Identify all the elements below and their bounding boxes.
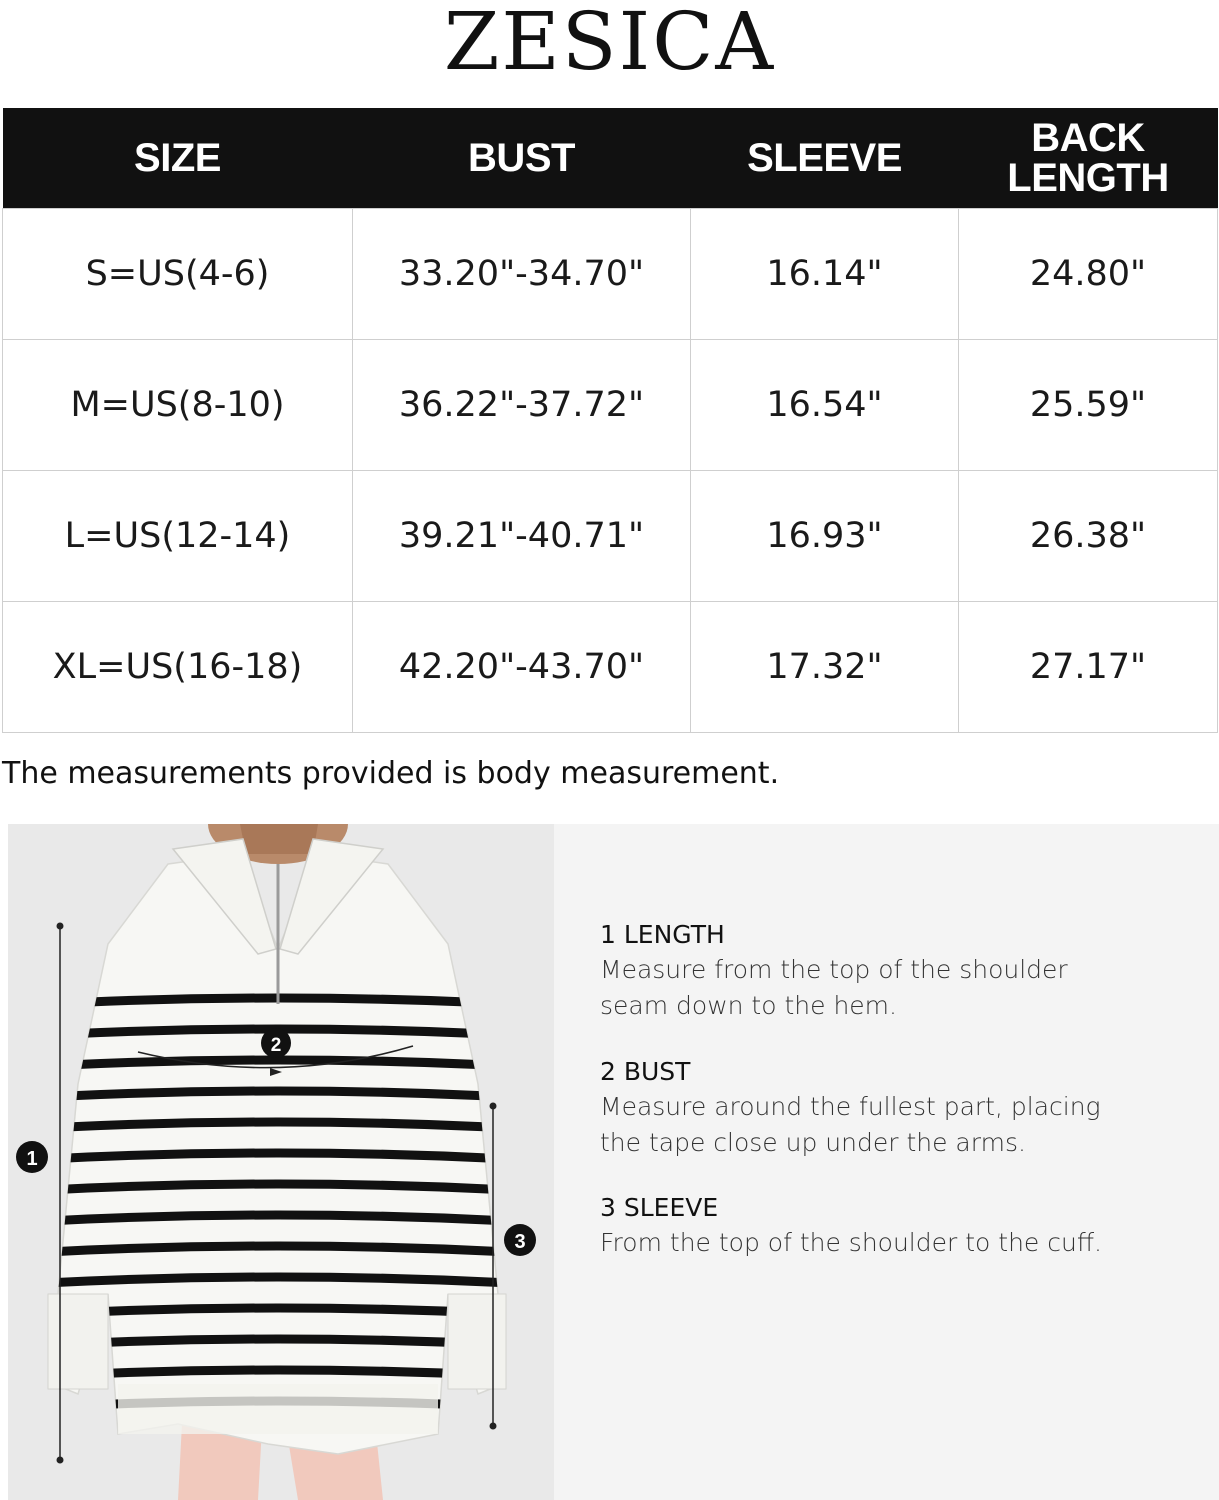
cell-size: S=US(4-6): [3, 208, 353, 339]
cell-back-length: 24.80": [959, 208, 1218, 339]
guide-title: 3 SLEEVE: [600, 1193, 719, 1222]
cell-bust: 33.20"-34.70": [353, 208, 691, 339]
header-back-length-line1: BACK: [1031, 115, 1145, 160]
guide-title: 1 LENGTH: [600, 920, 725, 949]
header-size: SIZE: [3, 108, 353, 208]
marker-3-label: 3: [514, 1231, 526, 1253]
sweater-measurement-photo: [8, 824, 554, 1500]
cell-sleeve: 16.54": [691, 339, 959, 470]
cell-back-length: 26.38": [959, 470, 1218, 601]
marker-1-label: 1: [26, 1148, 38, 1170]
guide-title: 2 BUST: [600, 1057, 691, 1086]
cell-bust: 42.20"-43.70": [353, 601, 691, 732]
header-back-length: [959, 108, 1218, 208]
guide-desc-line: Measure from the top of the shoulder: [600, 955, 1068, 984]
size-chart-table: [2, 108, 1218, 733]
guide-desc-line: seam down to the hem.: [600, 991, 897, 1020]
brand-logo: ZESICA: [443, 0, 776, 88]
cell-sleeve: 17.32": [691, 601, 959, 732]
cell-sleeve: 16.14": [691, 208, 959, 339]
table-header-row: [3, 108, 1218, 208]
header-sleeve: SLEEVE: [691, 108, 959, 208]
header-back-length-line2: LENGTH: [1007, 155, 1169, 200]
header-bust: BUST: [353, 108, 691, 208]
guide-desc-line: From the top of the shoulder to the cuff.: [600, 1228, 1103, 1257]
cell-bust: 36.22"-37.72": [353, 339, 691, 470]
cell-bust: 39.21"-40.71": [353, 470, 691, 601]
guide-desc-line: the tape close up under the arms.: [600, 1128, 1026, 1157]
sweater-illustration: [8, 824, 554, 1500]
table-row: [3, 208, 1218, 339]
table-row: [3, 470, 1218, 601]
guide-item-sleeve: [600, 1191, 1200, 1261]
measurement-note: The measurements provided is body measurement.: [2, 756, 780, 791]
cell-back-length: 25.59": [959, 339, 1218, 470]
guide-item-bust: [600, 1055, 1200, 1161]
marker-2-label: 2: [270, 1035, 282, 1056]
guide-item-length: [600, 918, 1200, 1024]
table-row: [3, 339, 1218, 470]
cell-back-length: 27.17": [959, 601, 1218, 732]
measurement-guide-panel: [554, 824, 1219, 1500]
cell-size: XL=US(16-18): [3, 601, 353, 732]
table-row: [3, 601, 1218, 732]
cell-sleeve: 16.93": [691, 470, 959, 601]
cell-size: L=US(12-14): [3, 470, 353, 601]
guide-desc-line: Measure around the fullest part, placing: [600, 1092, 1101, 1121]
cell-size: M=US(8-10): [3, 339, 353, 470]
